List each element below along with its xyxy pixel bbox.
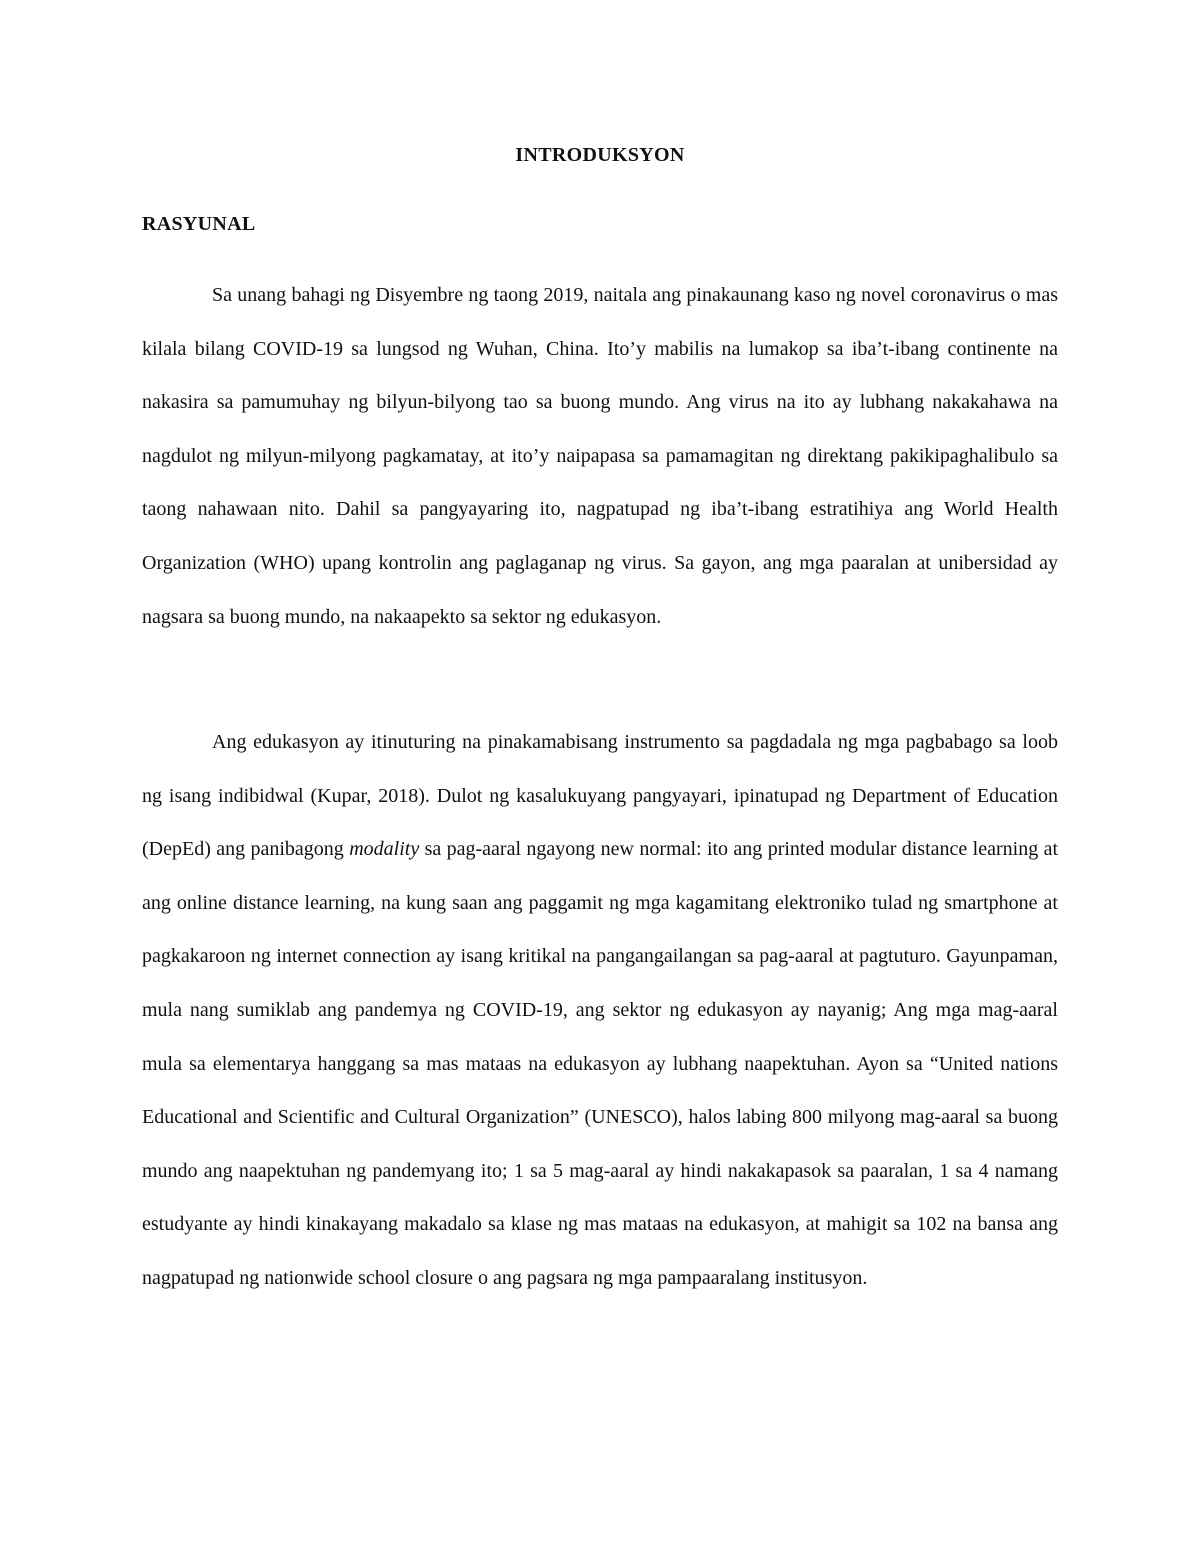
paragraph-2 <box>142 716 1058 1306</box>
paragraph-2-italic-term: modality <box>349 838 420 861</box>
paragraph-1: Sa unang bahagi ng Disyembre ng taong 2019, naitala ang pinakaunang kaso ng novel coronavirus o mas kilala bilang COVID-19 sa lungsod ng Wuhan, China. Ito’y mabilis na lumakop sa iba’t-ibang continente na nakasira sa pamumuhay ng bilyun-bilyong tao sa buong mundo. Ang virus na ito ay lubhang nakakahawa na nagdulot ng milyun-milyong pagkamatay, at ito’y naipapasa sa pamamagitan ng direktang pakikipaghalibulo sa taong nahawaan nito. Dahil sa pangyayaring ito, nagpatupad ng iba’t-ibang estratihiya ang World Health Organization (WHO) upang kontrolin ang paglaganap ng virus. Sa gayon, ang mga paaralan at unibersidad ay nagsara sa buong mundo, na nakaapekto sa sektor ng edukasyon. <box>142 284 1058 628</box>
document-title: INTRODUKSYON <box>515 144 685 166</box>
section-heading: RASYUNAL <box>142 213 256 235</box>
paragraph-2-text-a: Ang edukasyon ay itinuturing na pinakamabisang instrumento sa pagdadala ng mga pagbabago sa loob ng isang indibidwal (Kupar, 2018). Dulot ng kasalukuyang pangyayari, ipinatupad ng Department of Education (DepEd) ang panibagong <box>142 731 1058 861</box>
paragraph-2-text-b: sa pag-aaral ngayong new normal: ito ang printed modular distance learning at ang online distance learning, na kung saan ang paggamit ng mga kagamitang elektroniko tulad ng smartphone at pagkakaroon ng internet connection ay isang kritikal na pangangailangan sa pag-aaral at pagtuturo. Gayunpaman, mula nang sumiklab ang pandemya ng COVID-19, ang sektor ng edukasyon ay nayanig; Ang mga mag-aaral mula sa elementarya hanggang sa mas mataas na edukasyon ay lubhang naapektuhan. Ayon sa “United nations Educational and Scientific and Cultural Organization” (UNESCO), halos labing 800 milyong mag-aaral sa buong mundo ang naapektuhan ng pandemyang ito; 1 sa 5 mag-aaral ay hindi nakakapasok sa paaralan, 1 sa 4 namang estudyante ay hindi kinakayang makadalo sa klase ng mas mataas na edukasyon, at mahigit sa 102 na bansa ang nagpatupad ng nationwide school closure o ang pagsara ng mga pampaaralang institusyon. <box>142 838 1059 1289</box>
